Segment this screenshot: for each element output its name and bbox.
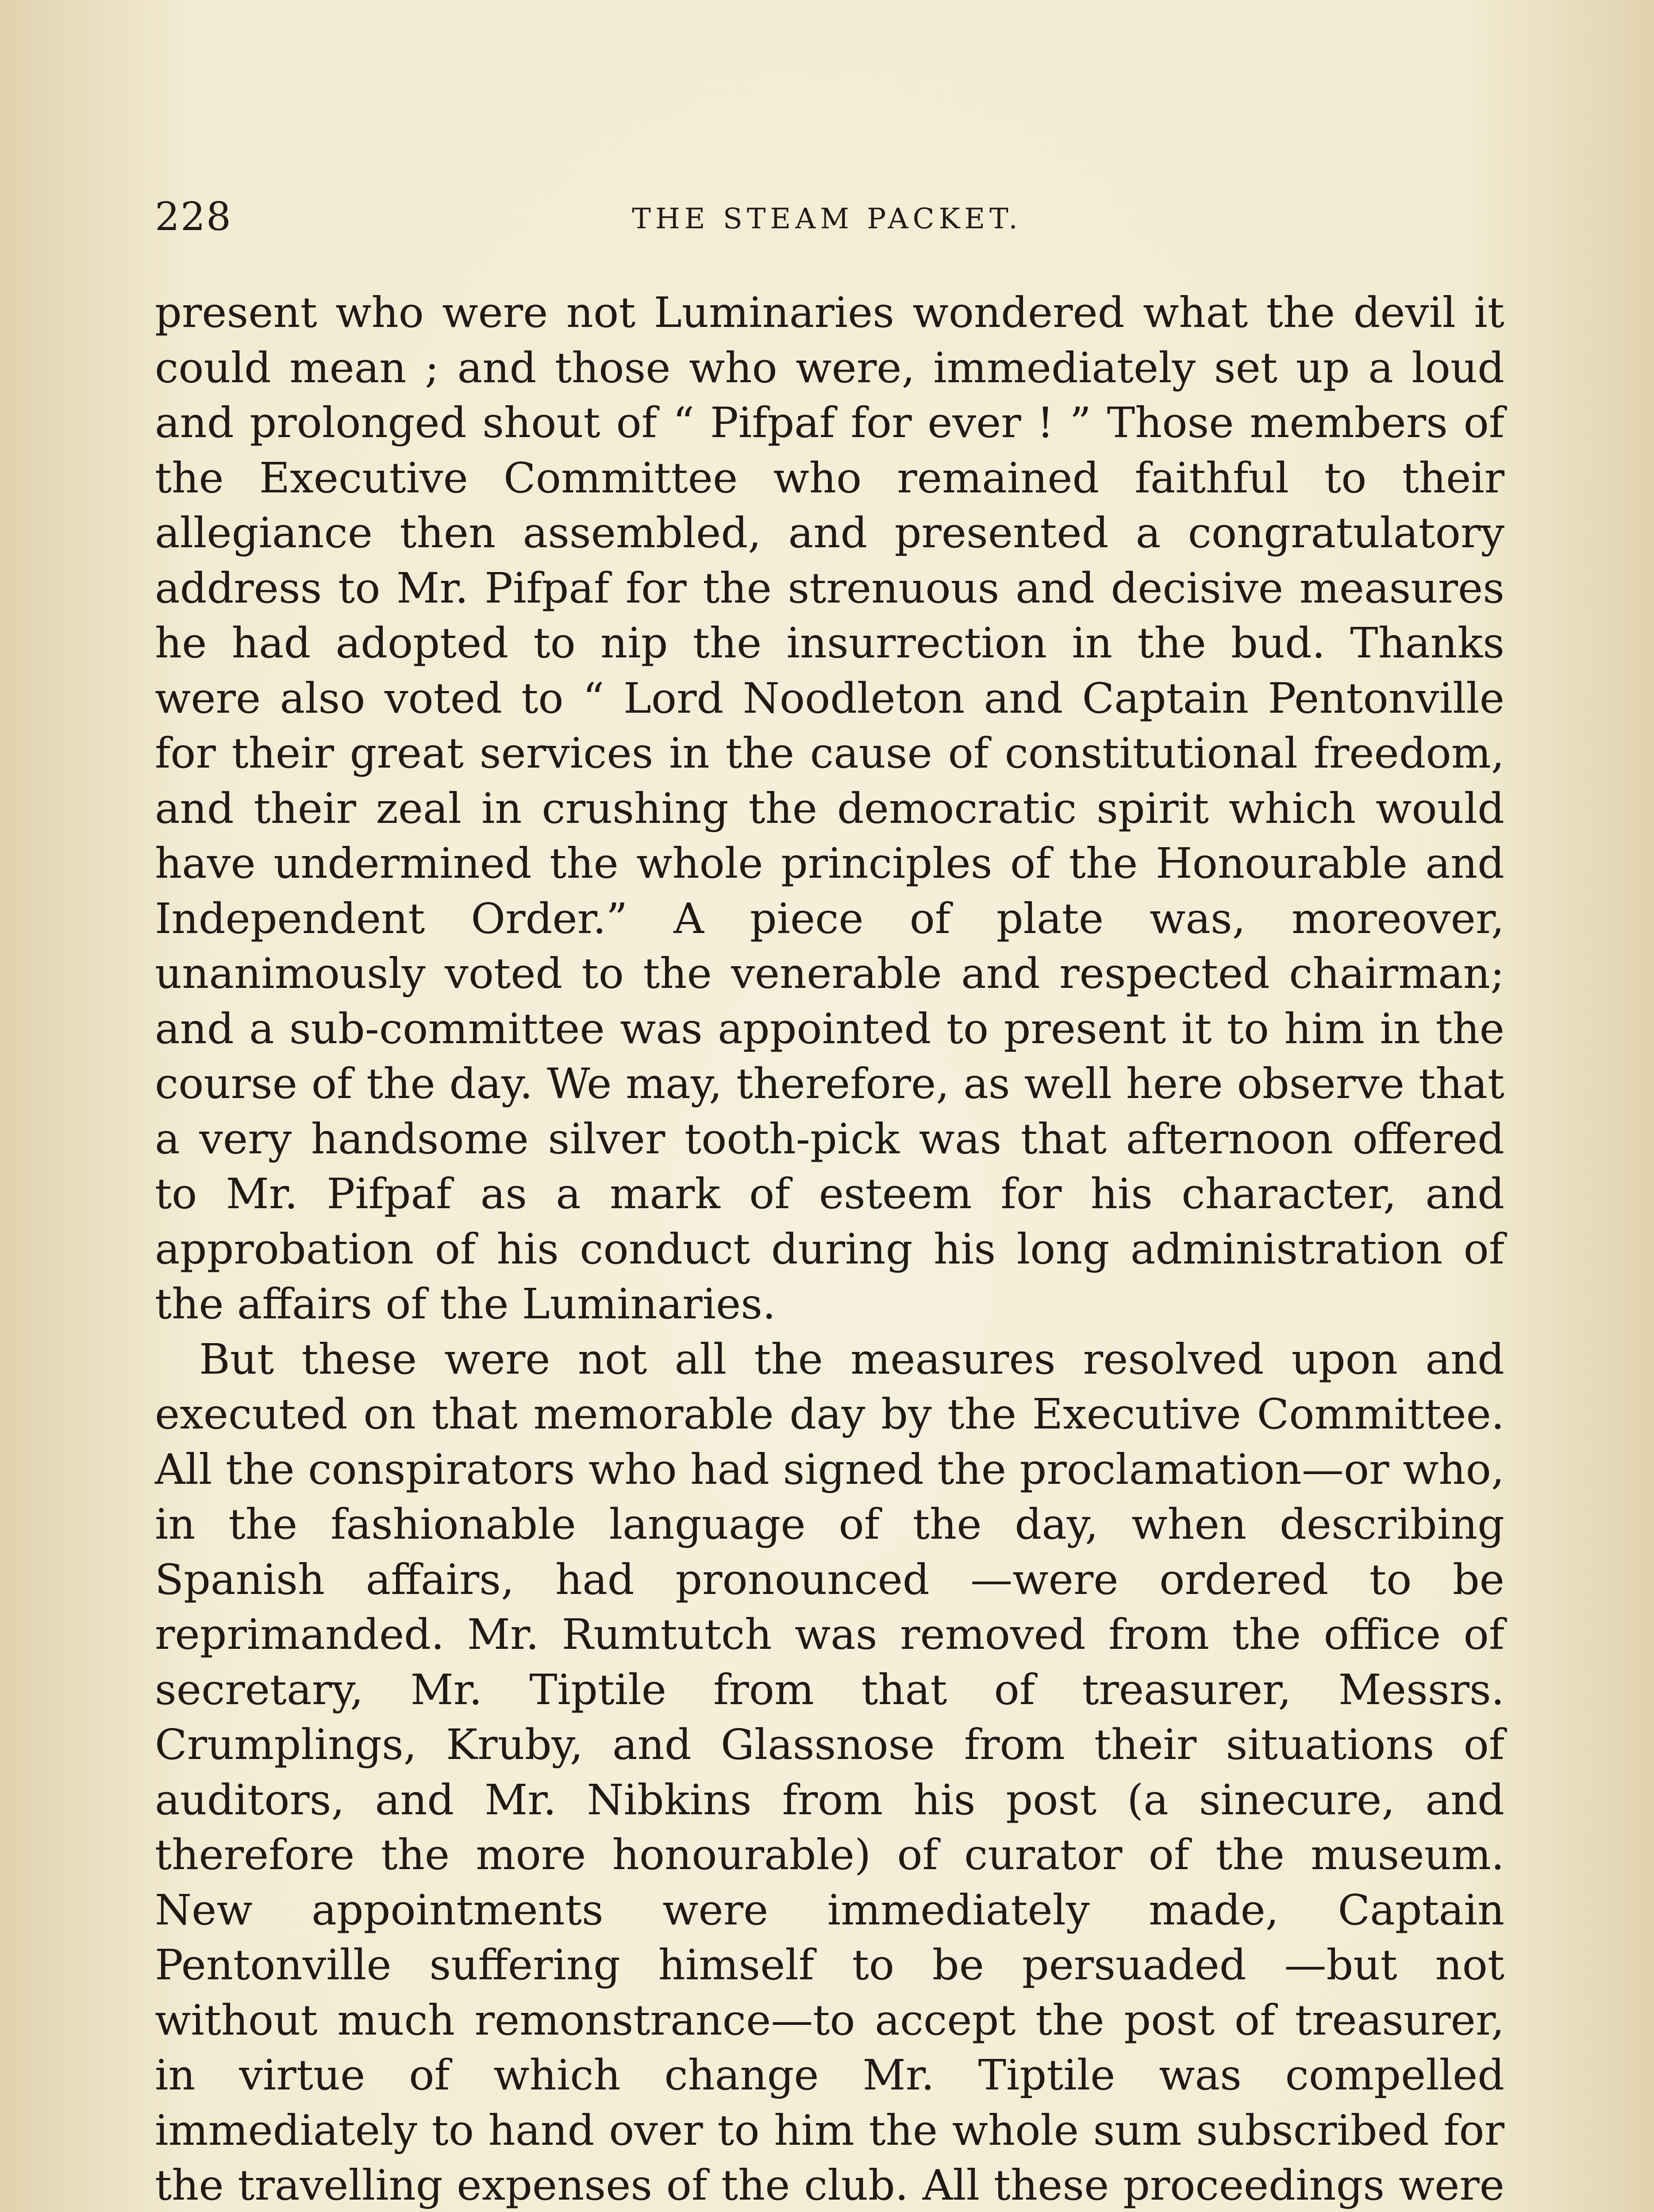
paragraph-2: But these were not all the measures resolved upon and executed on that memorable day by the Executive Committee. All the conspirators who had signed the proclamation—or who, in the fashionable language of the day, when describing Spanish affairs, had pronounced —were ordered to be reprimanded. Mr. Rumtutch was removed from the office of secretary, Mr. Tiptile from that of treasurer, Messrs. Crumplings, Kruby, and Glassnose from their situations of auditors, and Mr. Nibkins from his post (a sinecure, and therefore the more honourable) of curator of the museum. New appointments were immediately made, Captain Pentonville suffering himself to be persuaded —but not without much remonstrance—to accept the post of treasurer, in virtue of which change Mr. Tiptile was compelled immediately to hand over to him the whole sum subscribed for the travelling expenses of the club. All these proceedings were [155,1335,1504,2210]
body-text [155,285,1504,2212]
paragraph-1: present who were not Luminaries wondered what the devil it could mean ; and those who were, immediately set up a loud and prolonged shout of “ Pifpaf for ever ! ” Those members of the Executive Committee who remained faithful to their allegiance then assembled, and presented a congratulatory address to Mr. Pifpaf for the strenuous and decisive measures he had adopted to nip the insurrection in the bud. Thanks were also voted to “ Lord Noodleton and Captain Pentonville for their great services in the cause of constitutional freedom, and their zeal in crushing the democratic spirit which would have undermined the whole principles of the Honourable and Independent Order.” A piece of plate was, moreover, unanimously voted to the venerable and respected chairman; and a sub-committee was appointed to present it to him in the course of the day. We may, therefore, as well here observe that a very handsome silver tooth-pick was that afternoon offered to Mr. Pifpaf as a mark of esteem for his character, and approbation of his conduct during his long administration of the affairs of the Luminaries. [155,288,1504,1329]
page-number: 228 [155,194,232,239]
running-title: THE STEAM PACKET. [632,203,1022,235]
page-header [155,195,1499,248]
